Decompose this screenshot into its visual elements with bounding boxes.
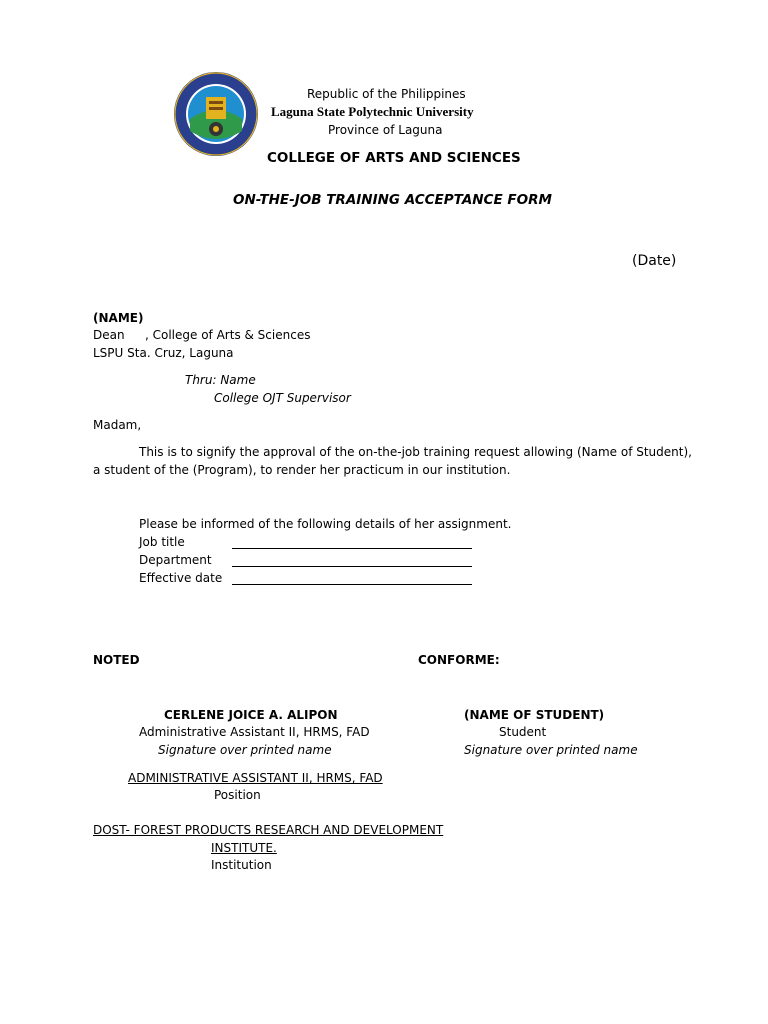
conforme-student-name: (NAME OF STUDENT) — [464, 708, 605, 722]
noted-institution-line-1: DOST- FOREST PRODUCTS RESEARCH AND DEVELOPMENT — [93, 823, 444, 837]
noted-signatory-name: CERLENE JOICE A. ALIPON — [164, 708, 338, 722]
field-label-effective-date: Effective date — [139, 571, 223, 585]
field-line-effective-date — [232, 584, 472, 585]
field-label-job-title: Job title — [139, 535, 185, 549]
university-seal-logo — [172, 71, 260, 157]
form-title: ON-THE-JOB TRAINING ACCEPTANCE FORM — [233, 192, 552, 208]
conforme-student-title: Student — [499, 725, 547, 739]
conforme-signature-caption: Signature over printed name — [464, 743, 638, 757]
addressee-name: (NAME) — [93, 311, 144, 325]
noted-institution-line-2: INSTITUTE. — [211, 841, 277, 855]
addressee-college: , College of Arts & Sciences — [145, 328, 311, 342]
body-paragraph-line-1: This is to signify the approval of the on-the-job training request allowing (Name of Student), — [139, 445, 692, 459]
date-placeholder: (Date) — [632, 253, 677, 269]
field-label-department: Department — [139, 553, 212, 567]
addressee-address: LSPU Sta. Cruz, Laguna — [93, 346, 234, 360]
field-line-department — [232, 566, 472, 567]
university-name: Laguna State Polytechnic University — [271, 104, 474, 119]
salutation: Madam, — [93, 418, 142, 432]
noted-position-label: Position — [214, 788, 261, 802]
noted-heading: NOTED — [93, 653, 140, 667]
field-line-job-title — [232, 548, 472, 549]
noted-position-value: ADMINISTRATIVE ASSISTANT II, HRMS, FAD — [128, 771, 383, 785]
noted-institution-label: Institution — [211, 858, 272, 872]
college-name: COLLEGE OF ARTS AND SCIENCES — [267, 150, 521, 166]
province-line: Province of Laguna — [328, 123, 443, 137]
conforme-heading: CONFORME: — [418, 653, 500, 667]
addressee-dean: Dean — [93, 328, 125, 342]
thru-title: College OJT Supervisor — [214, 391, 351, 405]
thru-name: Thru: Name — [185, 373, 256, 387]
assignment-intro: Please be informed of the following details of her assignment. — [139, 517, 512, 531]
republic-line: Republic of the Philippines — [307, 87, 466, 101]
noted-signatory-title: Administrative Assistant II, HRMS, FAD — [139, 725, 370, 739]
body-paragraph-line-2: a student of the (Program), to render her practicum in our institution. — [93, 463, 511, 477]
noted-signature-caption: Signature over printed name — [158, 743, 332, 757]
